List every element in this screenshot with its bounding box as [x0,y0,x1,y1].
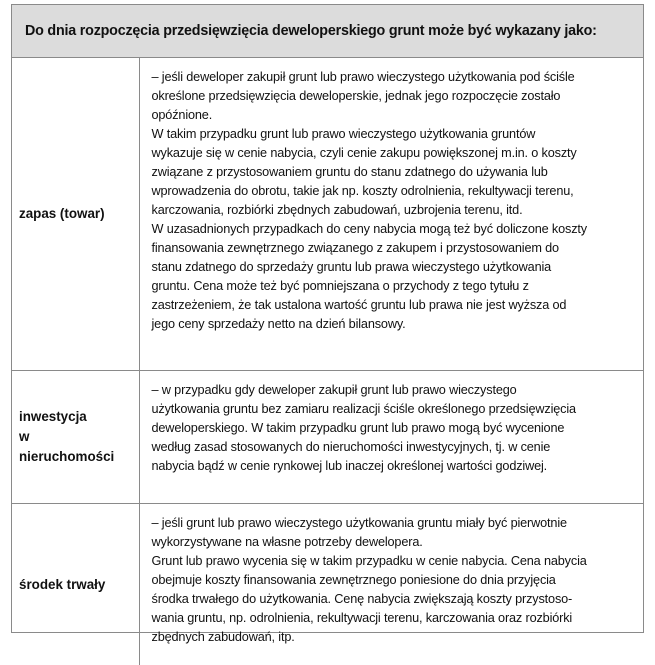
row-description [139,371,643,504]
row-description [139,504,643,665]
table-row-srodek-trwaly [12,504,643,665]
table-row-zapas [12,58,643,371]
table-header: Do dnia rozpoczęcia przedsięwzięcia deweloperskiego grunt może być wykazany jako: [12,5,643,58]
description-paragraph: – jeśli grunt lub prawo wieczystego użytkowania gruntu miały być pierwotnie wykorzystywane na własne potrzeby dewelopera. [152,514,636,552]
info-table [11,4,644,633]
description-paragraph: Grunt lub prawo wycenia się w takim przypadku w cenie nabycia. Cena nabycia obejmuje koszty finansowania zewnętrznego poniesione do dnia przyjęcia środka trwałego do użytkowania. Cenę nabycia zwiększają koszty przystoso- wania gruntu, np. odrolnienia, rekultywacji terenu, karczowania oraz rozbiórki zbędnych zabudowań, itp. [152,552,636,647]
description-paragraph: – w przypadku gdy deweloper zakupił grunt lub prawo wieczystego użytkowania gruntu bez zamiaru realizacji ściśle określonego przedsięwzięcia deweloperskiego. W takim przypadku grunt lub prawo mogą być wycenione według zasad stosowanych do nieruchomości inwestycyjnych, tj. w cenie nabycia bądź w cenie rynkowej lub inaczej określonej wartości godziwej. [152,381,636,476]
classification-table [12,58,643,665]
table-row-inwestycja [12,371,643,504]
row-label: inwestycja w nieruchomości [12,371,139,504]
description-paragraph: W takim przypadku grunt lub prawo wieczystego użytkowania gruntów wykazuje się w cenie nabycia, czyli cenie zakupu powiększonej m.in. o koszty związane z przystosowaniem gruntu do stanu zdatnego do używania lub wprowadzenia do obrotu, takie jak np. koszty odrolnienia, rekultywacji terenu, karczowania, rozbiórki zbędnych zabudowań, uzbrojenia terenu, itd. [152,125,636,220]
description-paragraph: – jeśli deweloper zakupił grunt lub prawo wieczystego użytkowania pod ściśle określone przedsięwzięcia deweloperskie, jednak jego rozpoczęcie zostało opóźnione. [152,68,636,125]
description-paragraph: W uzasadnionych przypadkach do ceny nabycia mogą też być doliczone koszty finansowania zewnętrznego związanego z zakupem i przystosowaniem do stanu zdatnego do sprzedaży gruntu lub prawa wieczystego użytkowania gruntu. Cena może też być pomniejszana o przychody z tego tytułu z zastrzeżeniem, że tak ustalona wartość gruntu lub prawa nie jest wyższa od jego ceny sprzedaży netto na dzień bilansowy. [152,220,636,334]
row-label: zapas (towar) [12,58,139,371]
row-label: środek trwały [12,504,139,665]
row-description [139,58,643,371]
